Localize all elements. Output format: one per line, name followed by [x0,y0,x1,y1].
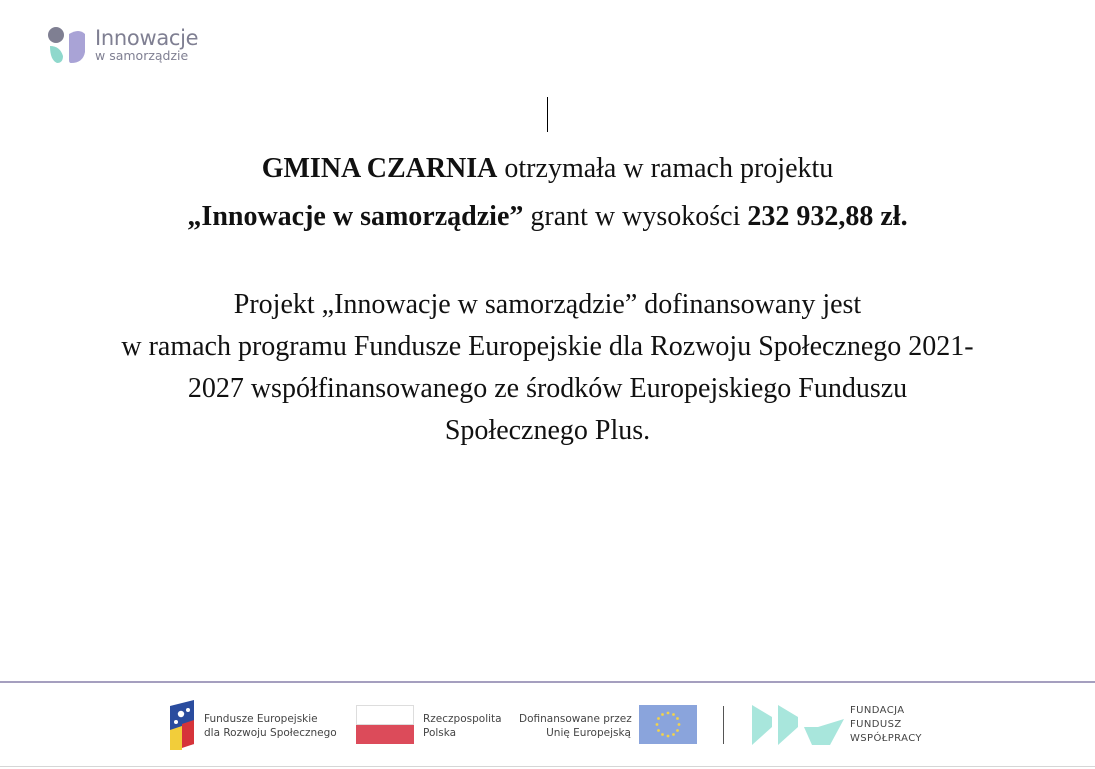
paragraph-line-1: Projekt „Innowacje w samorządzie” dofinansowany jest [233,289,862,320]
rp-logo-line-2: Polska [423,727,457,739]
ffw-logo-line-3: WSPÓŁPRACY [850,733,922,744]
ffw-logo-icon [752,705,844,745]
municipality-name: GMINA CZARNIA [261,153,498,184]
grant-headline [0,145,1095,241]
rp-logo-line-1: Rzeczpospolita [423,713,502,725]
innowacje-logo [47,24,217,68]
headline-line-1-rest: otrzymała w ramach projektu [497,153,834,184]
innowacje-logo-mark-icon [47,26,87,64]
footer-divider-line [0,681,1095,683]
eu-logo-line-1: Dofinansowane przez [519,713,632,725]
fe-logo-line-2: dla Rozwoju Społecznego [204,727,337,739]
funding-logos-bar [0,695,1095,755]
fe-logo-icon [168,700,196,750]
ffw-logo [752,695,942,755]
headline-line-1 [0,145,1095,193]
eu-logo [519,695,699,755]
logo-title: Innowacje [95,26,199,50]
project-name: „Innowacje w samorządzie” [187,201,524,232]
paragraph-line-3: 2027 współfinansowanego ze środków Europejskiego Funduszu [187,373,908,404]
text-cursor [547,97,548,132]
rp-logo [356,695,506,755]
logo-subtitle: w samorządzie [95,48,189,63]
paragraph-line-2: w ramach programu Fundusze Europejskie dla Rozwoju Społecznego 2021- [121,331,974,362]
footer-logo-separator [723,706,724,744]
paragraph-line-4: Społecznego Plus. [444,415,651,446]
fe-logo [168,695,348,755]
ffw-logo-line-2: FUNDUSZ [850,719,902,730]
fe-logo-line-1: Fundusze Europejskie [204,713,318,725]
eu-flag-icon [639,705,697,744]
headline-line-2 [0,193,1095,241]
footer-bottom-line [0,766,1095,767]
grant-amount: 232 932,88 zł. [747,201,908,232]
eu-logo-line-2: Unię Europejską [546,727,631,739]
headline-line-2-mid: grant w wysokości [523,201,748,232]
polish-flag-icon [356,705,414,744]
funding-paragraph [40,284,1055,452]
ffw-logo-line-1: FUNDACJA [850,705,905,716]
